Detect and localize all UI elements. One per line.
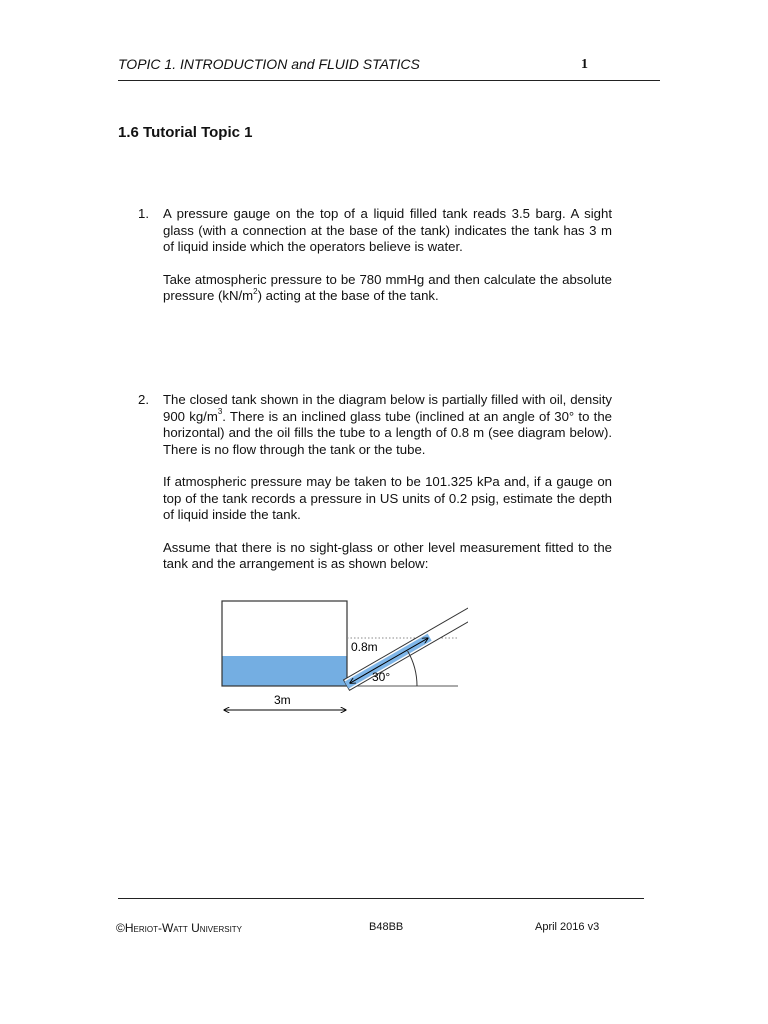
footer-rule (118, 898, 644, 899)
question-number: 1. (138, 206, 149, 221)
tank-diagram (218, 598, 468, 720)
question-paragraph: The closed tank shown in the diagram below is partially filled with oil, density 900 $kg/m^3$. There is an inclined glass tube (inclined at an angle of 30° to the horizontal) and the oil fills the tube to a length of 0.8 m (see diagram below). There is no flow through the tank or the tube. (163, 392, 612, 457)
tank-liquid (222, 656, 347, 686)
footer-code: B48BB (369, 921, 404, 933)
question-number: 2. (138, 392, 149, 407)
footer-copyright: ©Heriot-Watt University (116, 921, 243, 935)
angle-label: 30° (372, 670, 391, 684)
footer-date: April 2016 v3 (535, 921, 600, 933)
tube-length-label: 0.8m (351, 640, 378, 654)
page-number: 1 (581, 57, 588, 72)
question-2 (138, 392, 612, 589)
question-paragraph: A pressure gauge on the top of a liquid filled tank reads 3.5 barg. A sight glass (with a connection at the base of the tank) indicates the tank has 3 m of liquid inside which the operators believe is water. (163, 206, 612, 254)
question-paragraph: If atmospheric pressure may be taken to be 101.325 kPa and, if a gauge on top of the tank records a pressure in US units of 0.2 psig, estimate the depth of liquid inside the tank. (163, 474, 612, 522)
header-title: TOPIC 1. INTRODUCTION and FLUID STATICS (118, 56, 420, 72)
section-heading: 1.6 Tutorial Topic 1 (118, 124, 253, 141)
question-paragraph: Take atmospheric pressure to be 780 mmHg and then calculate the absolute pressure $(kN/m^2)$ acting at the base of the tank. (163, 271, 612, 303)
question-1 (138, 206, 612, 321)
question-paragraph: Assume that there is no sight-glass or other level measurement fitted to the tank and the arrangement is as shown below: (163, 539, 612, 571)
width-label: 3m (274, 693, 291, 707)
page-header (118, 56, 660, 81)
